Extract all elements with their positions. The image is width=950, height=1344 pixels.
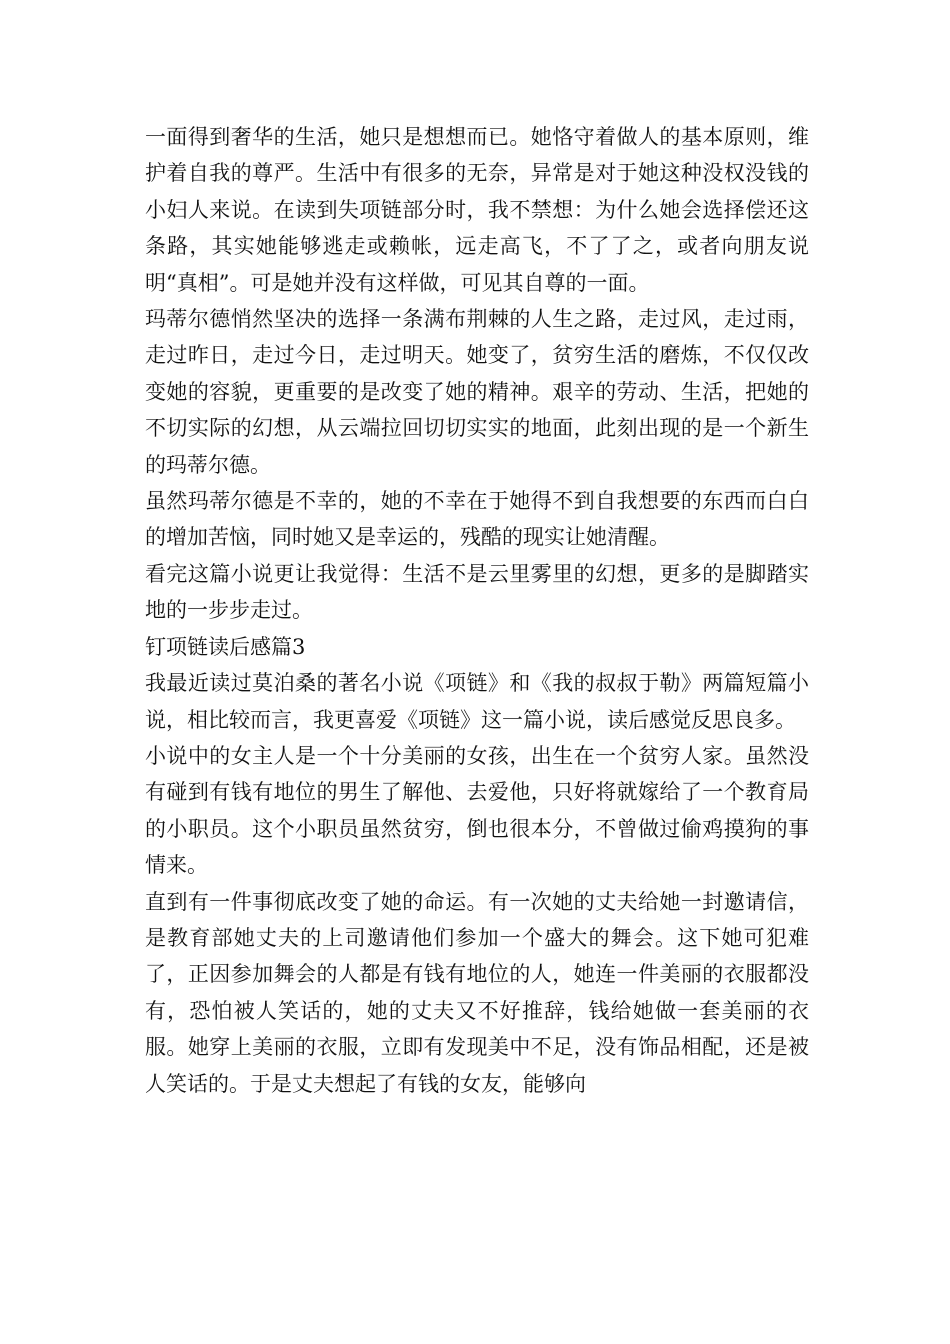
paragraph: 小说中的女主人是一个十分美丽的女孩，出生在一个贫穷人家。虽然没有碰到有钱有地位的男生了解他、去爱他，只好将就嫁给了一个教育局的小职员。这个小职员虽然贫穷，倒也很本分，不曾做过偷鸡摸狗的事情来。: [145, 743, 809, 878]
paragraph: 虽然玛蒂尔德是不幸的，她的不幸在于她得不到自我想要的东西而白白的增加苦恼，同时她又是幸运的，残酷的现实让她清醒。: [145, 489, 809, 550]
section-heading: 钉项链读后感篇3: [145, 634, 306, 659]
paragraph: 我最近读过莫泊桑的著名小说《项链》和《我的叔叔于勒》两篇短篇小说，相比较而言，我更喜爱《项链》这一篇小说，读后感觉反思良多。: [145, 671, 809, 732]
paragraph: 一面得到奢华的生活，她只是想想而已。她恪守着做人的基本原则，维护着自我的尊严。生活中有很多的无奈，异常是对于她这种没权没钱的小妇人来说。在读到失项链部分时，我不禁想：为什么她会选择偿还这条路，其实她能够逃走或赖帐，远走高飞，不了了之，或者向朋友说明“真相”。可是她并没有这样做，可见其自尊的一面。: [145, 125, 809, 295]
paragraph: 直到有一件事彻底改变了她的命运。有一次她的丈夫给她一封邀请信，是教育部她丈夫的上司邀请他们参加一个盛大的舞会。这下她可犯难了，正因参加舞会的人都是有钱有地位的人，她连一件美丽的衣服都没有，恐怕被人笑话的，她的丈夫又不好推辞，钱给她做一套美丽的衣服。她穿上美丽的衣服，立即有发现美中不足，没有饰品相配，还是被人笑话的。于是丈夫想起了有钱的女友，能够向: [145, 889, 809, 1096]
paragraph: 玛蒂尔德悄然坚决的选择一条满布荆棘的人生之路，走过风，走过雨，走过昨日，走过今日，走过明天。她变了，贫穷生活的磨炼，不仅仅改变她的容貌，更重要的是改变了她的精神。艰辛的劳动、生活，把她的不切实际的幻想，从云端拉回切切实实的地面，此刻出现的是一个新生的玛蒂尔德。: [145, 307, 809, 477]
paragraph: 看完这篇小说更让我觉得：生活不是云里雾里的幻想，更多的是脚踏实地的一步步走过。: [145, 561, 809, 623]
document-body: [145, 119, 809, 1102]
